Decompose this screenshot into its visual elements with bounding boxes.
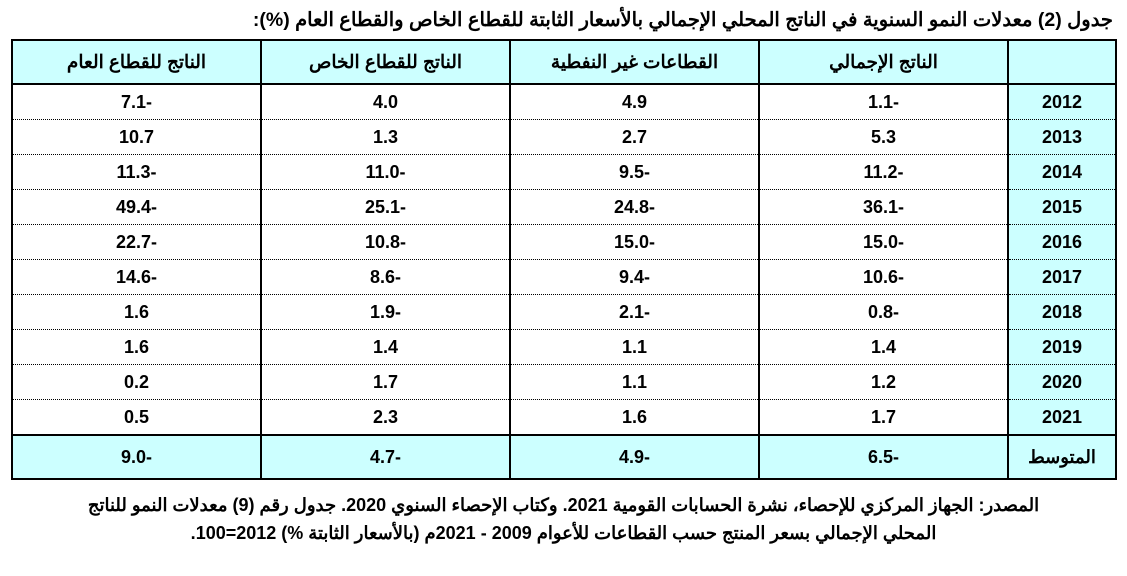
- cell-total: -11.2: [759, 155, 1008, 190]
- cell-total: -15.0: [759, 225, 1008, 260]
- cell-private: 1.4: [261, 330, 510, 365]
- cell-nonoil: -9.5: [510, 155, 759, 190]
- cell-average-total: -6.5: [759, 435, 1008, 479]
- cell-private: -25.1: [261, 190, 510, 225]
- cell-public: -11.3: [12, 155, 261, 190]
- cell-public: -14.6: [12, 260, 261, 295]
- table-row-average: [12, 435, 1116, 479]
- cell-nonoil: 1.1: [510, 365, 759, 400]
- cell-nonoil: -24.8: [510, 190, 759, 225]
- cell-private: 1.7: [261, 365, 510, 400]
- cell-total: 1.7: [759, 400, 1008, 436]
- cell-nonoil: 1.1: [510, 330, 759, 365]
- cell-public: 1.6: [12, 330, 261, 365]
- cell-private: -1.9: [261, 295, 510, 330]
- cell-nonoil: -9.4: [510, 260, 759, 295]
- cell-total: 1.4: [759, 330, 1008, 365]
- table-body: [12, 84, 1116, 479]
- cell-public: 0.2: [12, 365, 261, 400]
- cell-public: -7.1: [12, 84, 261, 120]
- table-row: [12, 330, 1116, 365]
- cell-total: -1.1: [759, 84, 1008, 120]
- column-header-private: الناتج للقطاع الخاص: [261, 40, 510, 84]
- cell-year: 2012: [1008, 84, 1116, 120]
- cell-year: 2016: [1008, 225, 1116, 260]
- header-row: [12, 40, 1116, 84]
- cell-total: 5.3: [759, 120, 1008, 155]
- column-header-year: [1008, 40, 1116, 84]
- cell-year: 2018: [1008, 295, 1116, 330]
- cell-public: 10.7: [12, 120, 261, 155]
- table-row: [12, 295, 1116, 330]
- cell-total: -36.1: [759, 190, 1008, 225]
- table-header: [12, 40, 1116, 84]
- cell-nonoil: 2.7: [510, 120, 759, 155]
- table-row: [12, 400, 1116, 436]
- cell-total: 1.2: [759, 365, 1008, 400]
- cell-average-nonoil: -4.9: [510, 435, 759, 479]
- cell-public: 1.6: [12, 295, 261, 330]
- cell-total: -10.6: [759, 260, 1008, 295]
- column-header-nonoil: القطاعات غير النفطية: [510, 40, 759, 84]
- cell-private: 1.3: [261, 120, 510, 155]
- cell-average-public: -9.0: [12, 435, 261, 479]
- cell-nonoil: -2.1: [510, 295, 759, 330]
- cell-private: -8.6: [261, 260, 510, 295]
- cell-private: 2.3: [261, 400, 510, 436]
- cell-private: -11.0: [261, 155, 510, 190]
- cell-public: -49.4: [12, 190, 261, 225]
- cell-year: 2020: [1008, 365, 1116, 400]
- table-row: [12, 190, 1116, 225]
- table-title: جدول (2) معدلات النمو السنوية في الناتج المحلي الإجمالي بالأسعار الثابتة للقطاع الخاص والقطاع العام (%):: [252, 9, 1113, 31]
- source-note: [18, 492, 1109, 548]
- cell-year: 2019: [1008, 330, 1116, 365]
- table-row: [12, 260, 1116, 295]
- cell-year: 2021: [1008, 400, 1116, 436]
- source-note-line-1: المصدر: الجهاز المركزي للإحصاء، نشرة الحسابات القومية 2021. وكتاب الإحصاء السنوي 2020. جدول رقم (9) معدلات النمو للناتج: [87, 495, 1040, 516]
- table-row: [12, 155, 1116, 190]
- cell-average-private: -4.7: [261, 435, 510, 479]
- growth-rates-table: [11, 39, 1117, 480]
- table-row: [12, 120, 1116, 155]
- source-note-line-2: المحلي الإجمالي بسعر المنتج حسب القطاعات للأعوام 2009 - 2021م (بالأسعار الثابتة %) 2012=100.: [190, 523, 937, 544]
- cell-year: 2015: [1008, 190, 1116, 225]
- cell-private: 4.0: [261, 84, 510, 120]
- table-row: [12, 225, 1116, 260]
- cell-private: -10.8: [261, 225, 510, 260]
- column-header-total: الناتج الإجمالي: [759, 40, 1008, 84]
- cell-nonoil: -15.0: [510, 225, 759, 260]
- cell-total: -0.8: [759, 295, 1008, 330]
- cell-public: -22.7: [12, 225, 261, 260]
- cell-nonoil: 4.9: [510, 84, 759, 120]
- table-row: [12, 365, 1116, 400]
- cell-public: 0.5: [12, 400, 261, 436]
- table-row: [12, 84, 1116, 120]
- cell-average-label: المتوسط: [1008, 435, 1116, 479]
- cell-year: 2013: [1008, 120, 1116, 155]
- cell-nonoil: 1.6: [510, 400, 759, 436]
- cell-year: 2014: [1008, 155, 1116, 190]
- cell-year: 2017: [1008, 260, 1116, 295]
- column-header-public: الناتج للقطاع العام: [12, 40, 261, 84]
